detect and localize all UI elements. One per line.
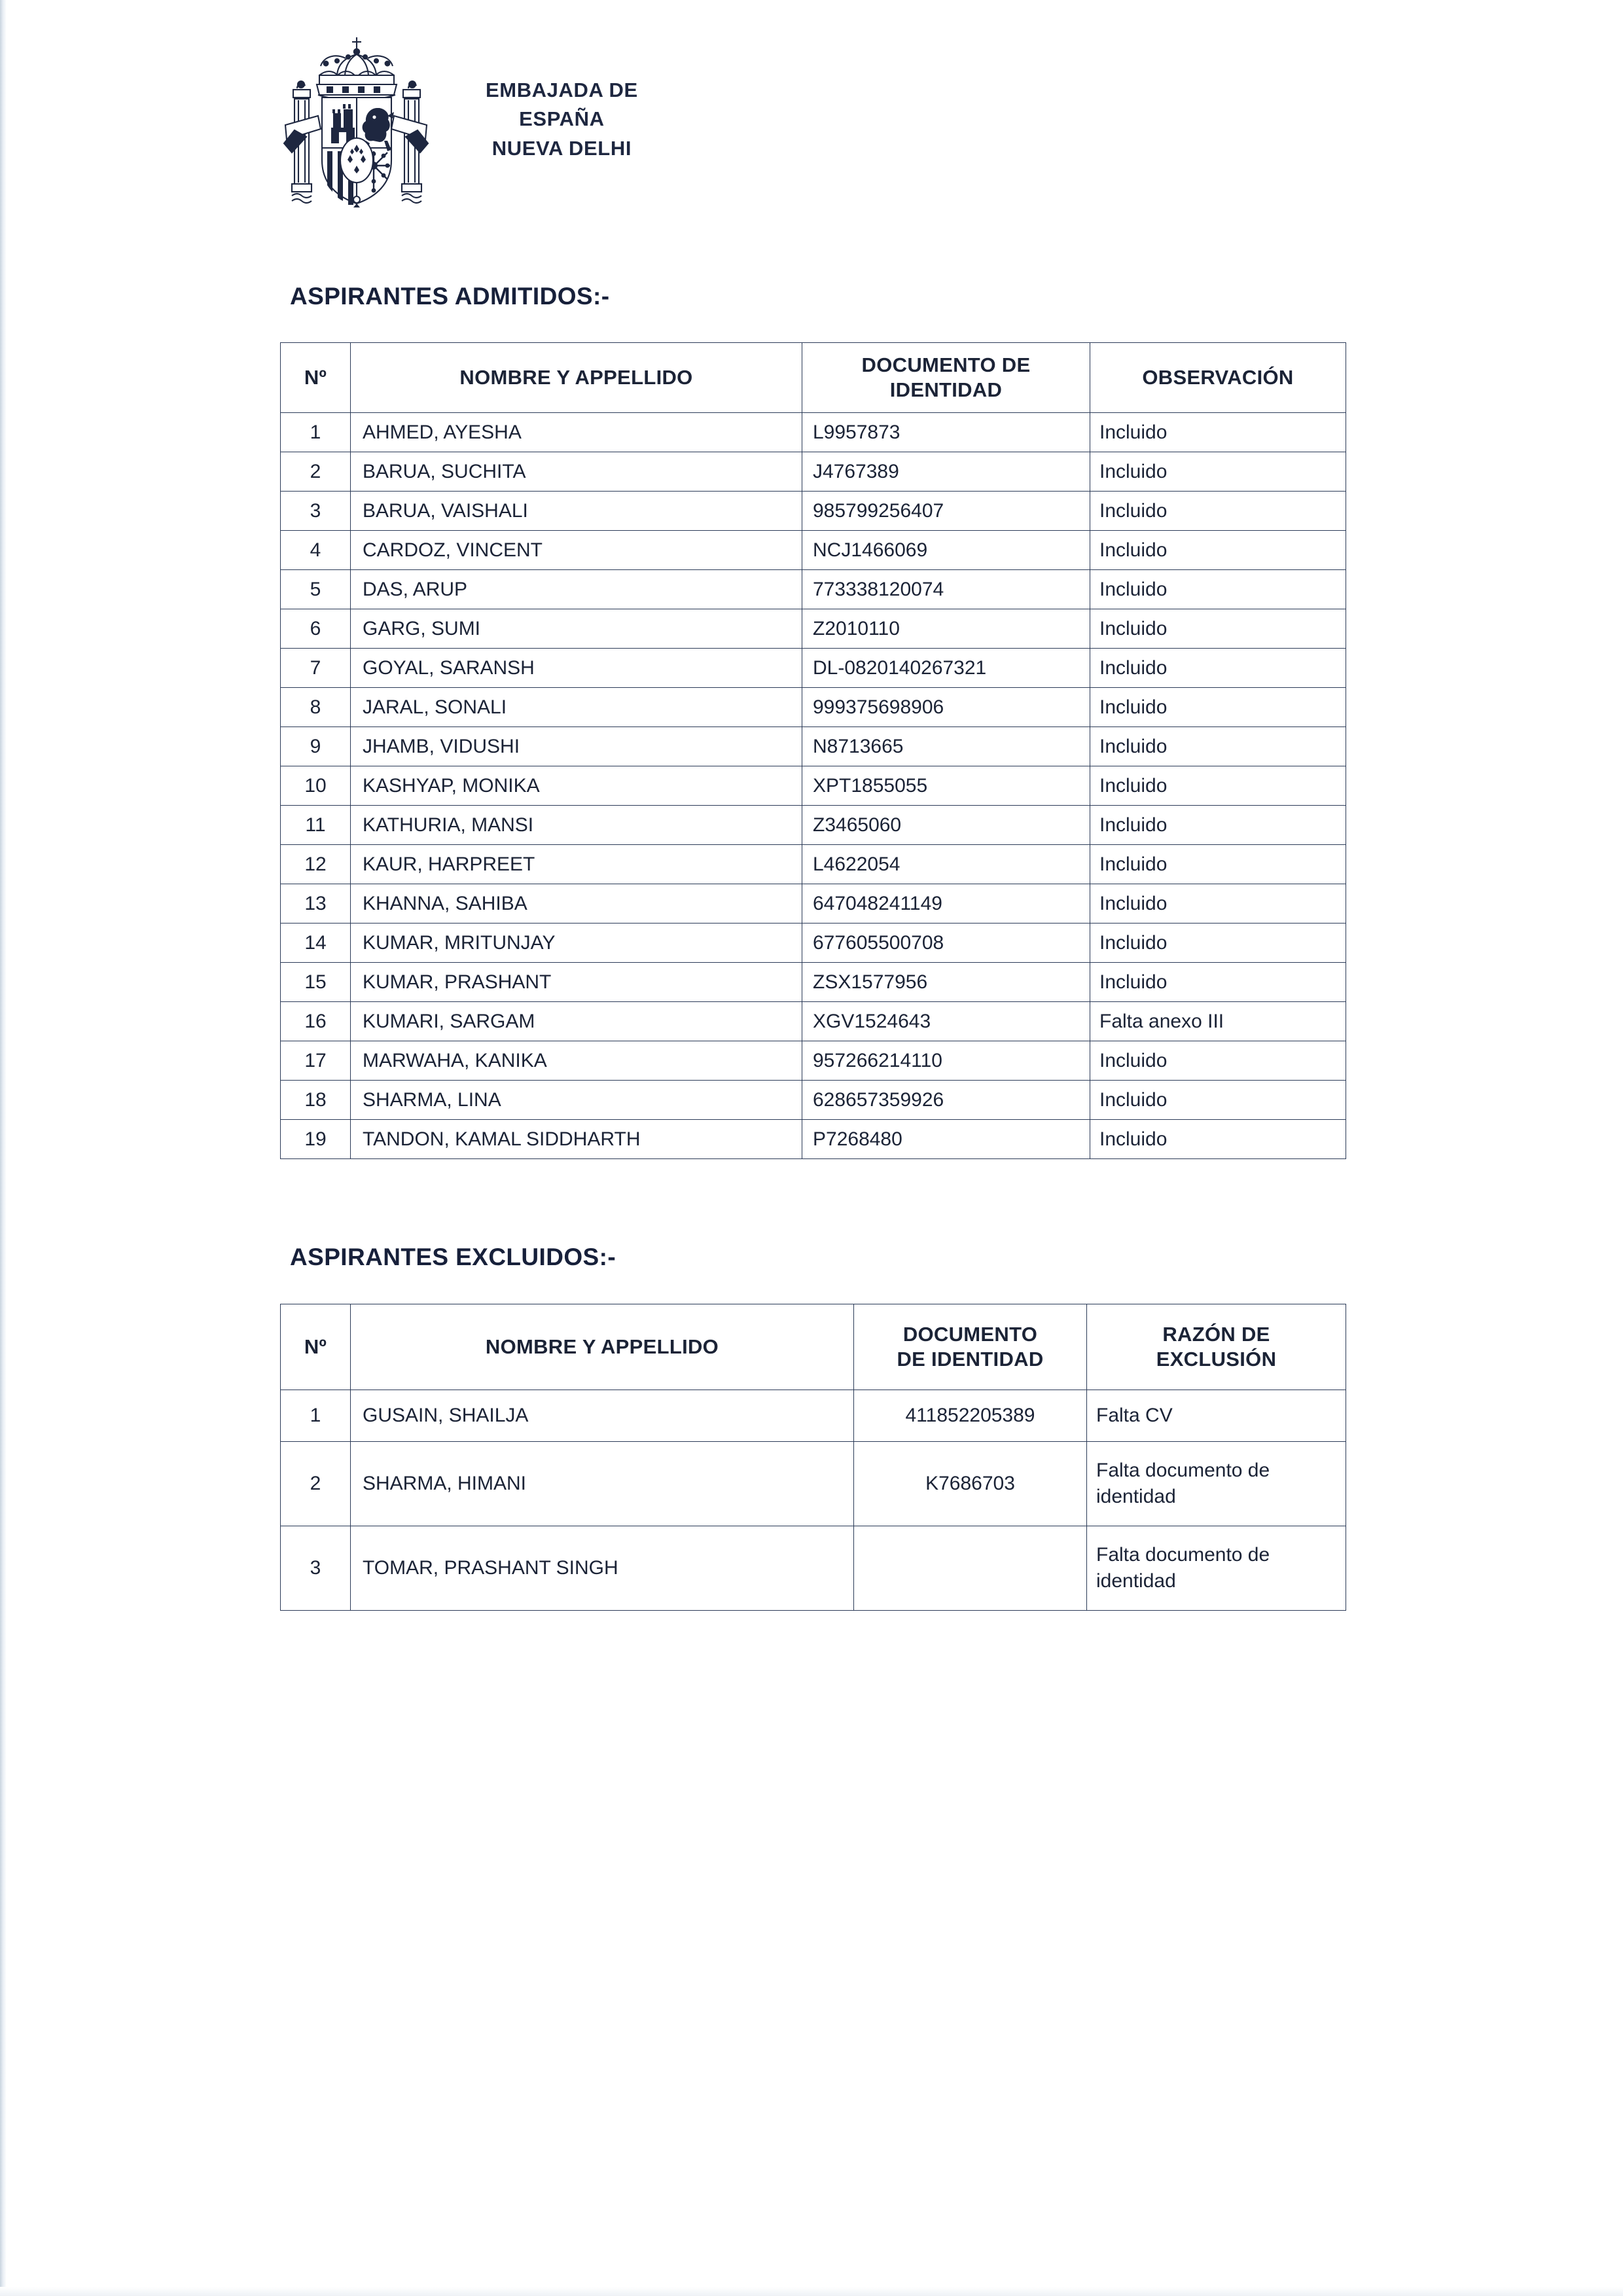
letterhead <box>275 29 759 209</box>
cell-document-id: N8713665 <box>802 727 1090 766</box>
cell-number: 6 <box>281 609 351 649</box>
column-header-number: Nº <box>281 1304 351 1390</box>
cell-observation: Incluido <box>1090 413 1346 452</box>
letterhead-text-block <box>486 76 638 162</box>
cell-observation: Incluido <box>1090 570 1346 609</box>
column-header-document-line-1: DOCUMENTO DE <box>861 353 1031 376</box>
cell-document-id: 957266214110 <box>802 1041 1090 1081</box>
table-row <box>281 1081 1346 1120</box>
cell-name: JARAL, SONALI <box>351 688 802 727</box>
table-row <box>281 1390 1346 1442</box>
cell-document-id: 677605500708 <box>802 924 1090 963</box>
cell-number: 16 <box>281 1002 351 1041</box>
cell-number: 1 <box>281 413 351 452</box>
cell-document-id: XGV1524643 <box>802 1002 1090 1041</box>
cell-document-id: NCJ1466069 <box>802 531 1090 570</box>
cell-number: 3 <box>281 1526 351 1611</box>
table-header-row <box>281 343 1346 413</box>
table-row <box>281 531 1346 570</box>
cell-number: 1 <box>281 1390 351 1442</box>
cell-observation: Incluido <box>1090 884 1346 924</box>
excluded-applicants-table <box>280 1304 1346 1611</box>
column-header-name: NOMBRE Y APPELLIDO <box>351 1304 854 1390</box>
cell-exclusion-reason: Falta CV <box>1087 1390 1346 1442</box>
table-row <box>281 963 1346 1002</box>
table-row <box>281 1041 1346 1081</box>
cell-name: TANDON, KAMAL SIDDHARTH <box>351 1120 802 1159</box>
cell-number: 18 <box>281 1081 351 1120</box>
table-row <box>281 924 1346 963</box>
cell-observation: Incluido <box>1090 766 1346 806</box>
table-row <box>281 1002 1346 1041</box>
cell-observation: Falta anexo III <box>1090 1002 1346 1041</box>
cell-number: 19 <box>281 1120 351 1159</box>
cell-document-id: 411852205389 <box>854 1390 1087 1442</box>
letterhead-line-1: EMBAJADA DE <box>486 79 638 102</box>
spain-coat-of-arms-icon <box>275 32 438 207</box>
table-row <box>281 1120 1346 1159</box>
cell-name: SHARMA, HIMANI <box>351 1442 854 1526</box>
table-row <box>281 845 1346 884</box>
cell-document-id: 773338120074 <box>802 570 1090 609</box>
column-header-reason-line-2: EXCLUSIÓN <box>1156 1348 1277 1371</box>
cell-name: KAUR, HARPREET <box>351 845 802 884</box>
admitted-applicants-table <box>280 342 1346 1159</box>
admitted-table-body <box>281 413 1346 1159</box>
cell-name: GARG, SUMI <box>351 609 802 649</box>
cell-observation: Incluido <box>1090 1041 1346 1081</box>
cell-name: KUMAR, MRITUNJAY <box>351 924 802 963</box>
column-header-observation: OBSERVACIÓN <box>1090 343 1346 413</box>
cell-name: MARWAHA, KANIKA <box>351 1041 802 1081</box>
cell-name: KUMAR, PRASHANT <box>351 963 802 1002</box>
cell-document-id: 999375698906 <box>802 688 1090 727</box>
cell-name: BARUA, VAISHALI <box>351 492 802 531</box>
cell-observation: Incluido <box>1090 688 1346 727</box>
column-header-document-line-1: DOCUMENTO <box>902 1322 1038 1346</box>
column-header-name: NOMBRE Y APPELLIDO <box>351 343 802 413</box>
cell-document-id: 628657359926 <box>802 1081 1090 1120</box>
column-header-document <box>802 343 1090 413</box>
cell-observation: Incluido <box>1090 452 1346 492</box>
cell-document-id: DL-0820140267321 <box>802 649 1090 688</box>
cell-document-id <box>854 1526 1087 1611</box>
cell-observation: Incluido <box>1090 727 1346 766</box>
cell-number: 5 <box>281 570 351 609</box>
cell-name: GOYAL, SARANSH <box>351 649 802 688</box>
cell-name: KATHURIA, MANSI <box>351 806 802 845</box>
table-row <box>281 688 1346 727</box>
cell-name: GUSAIN, SHAILJA <box>351 1390 854 1442</box>
cell-name: SHARMA, LINA <box>351 1081 802 1120</box>
cell-observation: Incluido <box>1090 845 1346 884</box>
cell-observation: Incluido <box>1090 649 1346 688</box>
cell-number: 11 <box>281 806 351 845</box>
column-header-document <box>854 1304 1087 1390</box>
cell-document-id: 647048241149 <box>802 884 1090 924</box>
cell-name: TOMAR, PRASHANT SINGH <box>351 1526 854 1611</box>
cell-observation: Incluido <box>1090 1081 1346 1120</box>
cell-number: 2 <box>281 452 351 492</box>
cell-name: KUMARI, SARGAM <box>351 1002 802 1041</box>
table-row <box>281 727 1346 766</box>
column-header-number: Nº <box>281 343 351 413</box>
cell-observation: Incluido <box>1090 924 1346 963</box>
table-row <box>281 570 1346 609</box>
table-row <box>281 766 1346 806</box>
cell-observation: Incluido <box>1090 806 1346 845</box>
cell-name: JHAMB, VIDUSHI <box>351 727 802 766</box>
table-row <box>281 492 1346 531</box>
cell-name: AHMED, AYESHA <box>351 413 802 452</box>
cell-name: DAS, ARUP <box>351 570 802 609</box>
cell-exclusion-reason: Falta documento de identidad <box>1087 1442 1346 1526</box>
cell-document-id: XPT1855055 <box>802 766 1090 806</box>
cell-name: KASHYAP, MONIKA <box>351 766 802 806</box>
cell-document-id: L9957873 <box>802 413 1090 452</box>
cell-observation: Incluido <box>1090 492 1346 531</box>
cell-document-id: Z2010110 <box>802 609 1090 649</box>
cell-document-id: L4622054 <box>802 845 1090 884</box>
cell-document-id: J4767389 <box>802 452 1090 492</box>
table-row <box>281 884 1346 924</box>
column-header-document-line-2: IDENTIDAD <box>889 378 1003 401</box>
cell-number: 17 <box>281 1041 351 1081</box>
cell-number: 12 <box>281 845 351 884</box>
column-header-document-line-2: DE IDENTIDAD <box>897 1348 1044 1371</box>
cell-observation: Incluido <box>1090 963 1346 1002</box>
table-row <box>281 806 1346 845</box>
cell-observation: Incluido <box>1090 609 1346 649</box>
cell-number: 15 <box>281 963 351 1002</box>
cell-name: KHANNA, SAHIBA <box>351 884 802 924</box>
cell-number: 7 <box>281 649 351 688</box>
cell-number: 10 <box>281 766 351 806</box>
cell-document-id: Z3465060 <box>802 806 1090 845</box>
section-title-admitidos: ASPIRANTES ADMITIDOS:- <box>290 283 610 310</box>
section-title-excluidos: ASPIRANTES EXCLUIDOS:- <box>290 1244 616 1270</box>
cell-name: BARUA, SUCHITA <box>351 452 802 492</box>
table-row <box>281 452 1346 492</box>
cell-observation: Incluido <box>1090 531 1346 570</box>
cell-exclusion-reason: Falta documento de identidad <box>1087 1526 1346 1611</box>
cell-number: 13 <box>281 884 351 924</box>
letterhead-line-3: NUEVA DELHI <box>491 136 632 160</box>
cell-document-id: 985799256407 <box>802 492 1090 531</box>
cell-document-id: P7268480 <box>802 1120 1090 1159</box>
cell-number: 2 <box>281 1442 351 1526</box>
cell-number: 4 <box>281 531 351 570</box>
table-row <box>281 609 1346 649</box>
cell-document-id: ZSX1577956 <box>802 963 1090 1002</box>
cell-document-id: K7686703 <box>854 1442 1087 1526</box>
cell-number: 3 <box>281 492 351 531</box>
table-row <box>281 413 1346 452</box>
excluded-table-body <box>281 1390 1346 1611</box>
table-row <box>281 1526 1346 1611</box>
letterhead-line-2: ESPAÑA <box>519 107 605 131</box>
cell-observation: Incluido <box>1090 1120 1346 1159</box>
table-header-row <box>281 1304 1346 1390</box>
cell-name: CARDOZ, VINCENT <box>351 531 802 570</box>
table-row <box>281 1442 1346 1526</box>
column-header-reason <box>1087 1304 1346 1390</box>
cell-number: 14 <box>281 924 351 963</box>
column-header-reason-line-1: RAZÓN DE <box>1162 1322 1270 1346</box>
cell-number: 9 <box>281 727 351 766</box>
cell-number: 8 <box>281 688 351 727</box>
table-row <box>281 649 1346 688</box>
